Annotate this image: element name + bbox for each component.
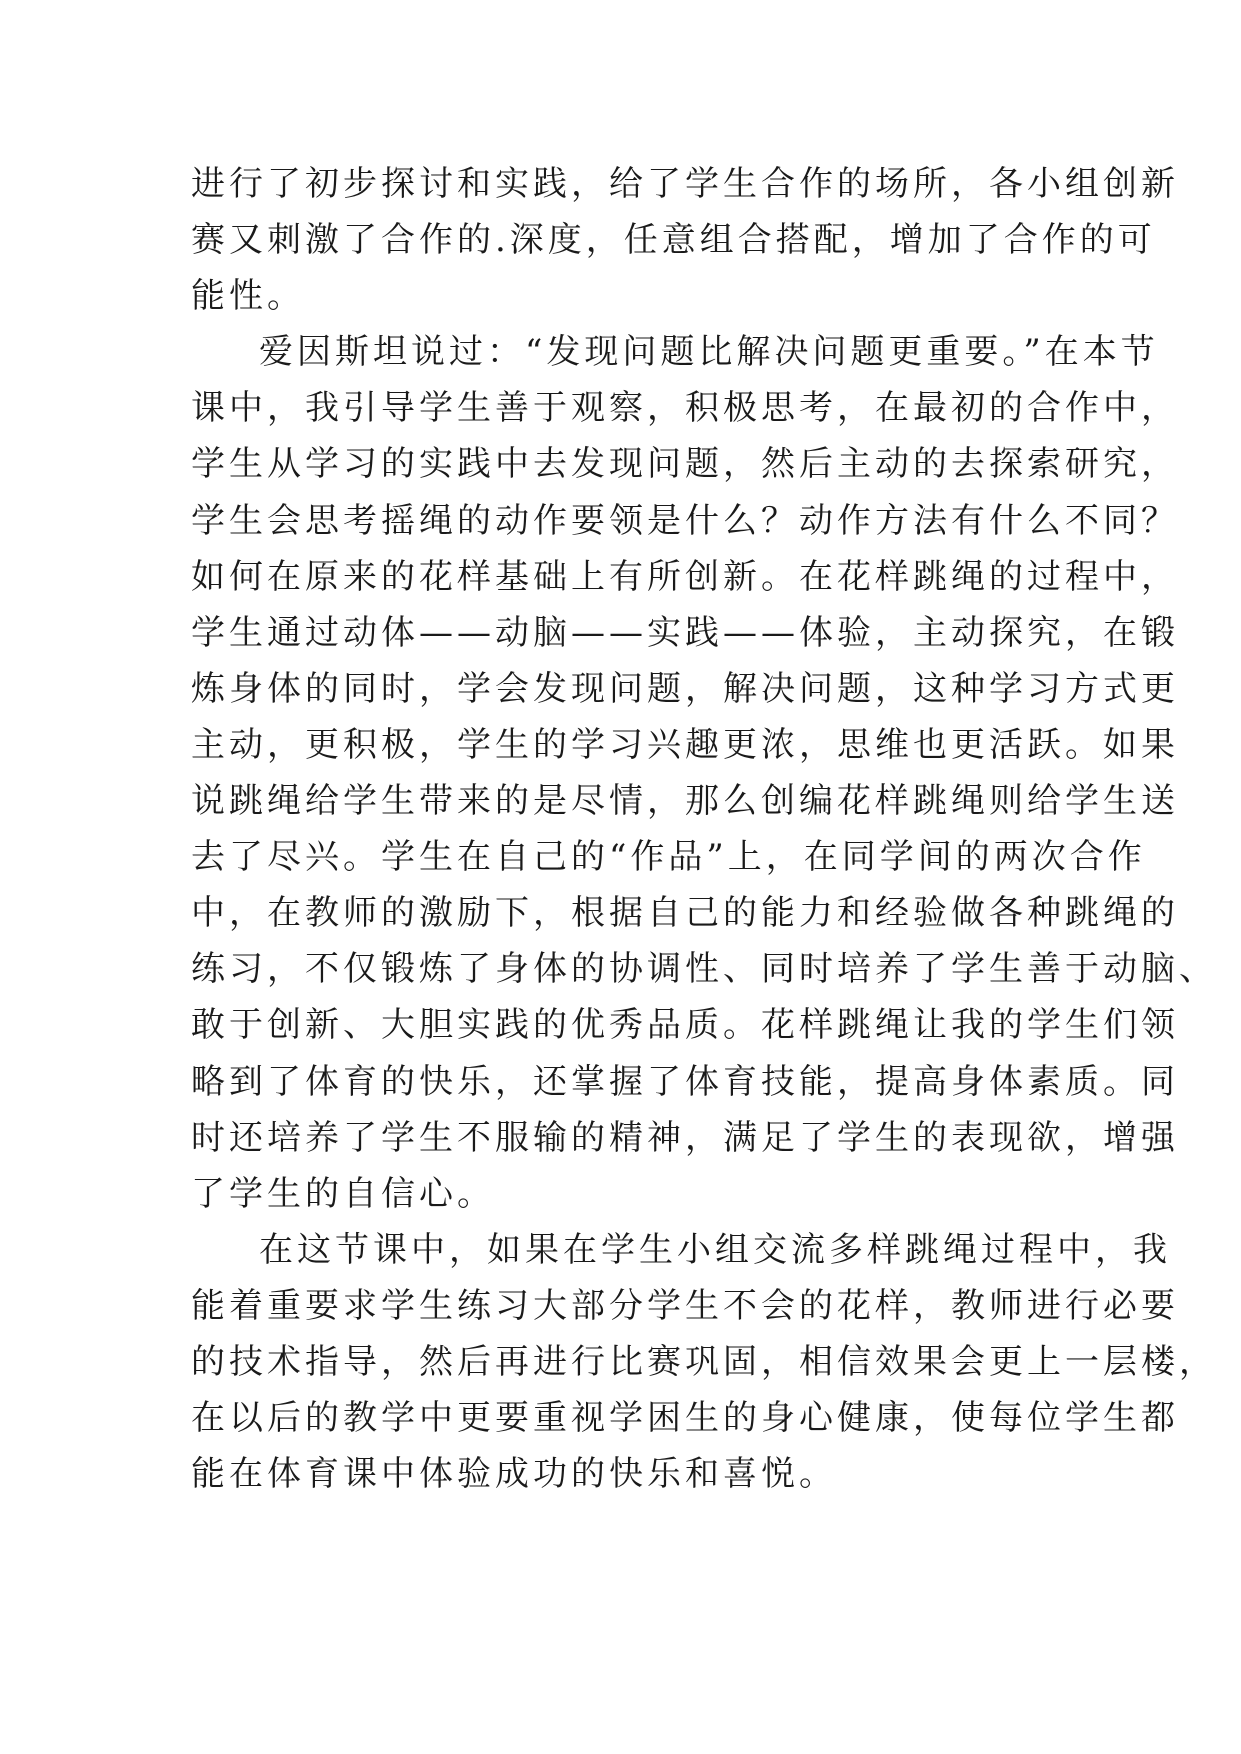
text-line: 学生通过动体——动脑——实践——体验，主动探究，在锻 (191, 612, 1179, 653)
text-line: 略到了体育的快乐，还掌握了体育技能，提高身体素质。同 (191, 1061, 1179, 1102)
text-line: 的技术指导，然后再进行比赛巩固，相信效果会更上一层楼， (191, 1341, 1217, 1382)
text-line: 课中，我引导学生善于观察，积极思考，在最初的合作中， (191, 388, 1179, 429)
text-line: 学生从学习的实践中去发现问题，然后主动的去探索研究， (191, 444, 1179, 485)
text-line: 了学生的自信心。 (191, 1173, 495, 1214)
text-line: 练习，不仅锻炼了身体的协调性、同时培养了学生善于动脑、 (191, 949, 1217, 990)
text-line: 能着重要求学生练习大部分学生不会的花样，教师进行必要 (191, 1285, 1179, 1326)
text-line: 如何在原来的花样基础上有所创新。在花样跳绳的过程中， (191, 556, 1179, 597)
text-line: 爱因斯坦说过：“发现问题比解决问题更重要。”在本节 (259, 332, 1159, 373)
text-line: 炼身体的同时，学会发现问题，解决问题，这种学习方式更 (191, 668, 1179, 709)
text-line: 在这节课中，如果在学生小组交流多样跳绳过程中，我 (259, 1229, 1171, 1270)
text-line: 主动，更积极，学生的学习兴趣更浓，思维也更活跃。如果 (191, 724, 1179, 765)
text-line: 在以后的教学中更要重视学困生的身心健康，使每位学生都 (191, 1398, 1179, 1439)
text-line: 能性。 (191, 276, 305, 317)
text-line: 时还培养了学生不服输的精神，满足了学生的表现欲，增强 (191, 1117, 1179, 1158)
text-line: 能在体育课中体验成功的快乐和喜悦。 (191, 1454, 837, 1495)
text-line: 中，在教师的激励下，根据自己的能力和经验做各种跳绳的 (191, 893, 1179, 934)
text-line: 说跳绳给学生带来的是尽情，那么创编花样跳绳则给学生送 (191, 781, 1179, 822)
text-line: 去了尽兴。学生在自己的“作品”上，在同学间的两次合作 (191, 837, 1146, 878)
text-line: 学生会思考摇绳的动作要领是什么？动作方法有什么不同？ (191, 500, 1179, 541)
text-line: 赛又刺激了合作的.深度，任意组合搭配，增加了合作的可 (191, 220, 1156, 261)
body-text (191, 156, 1217, 1502)
text-line: 敢于创新、大胆实践的优秀品质。花样跳绳让我的学生们领 (191, 1005, 1179, 1046)
text-line: 进行了初步探讨和实践，给了学生合作的场所，各小组创新 (191, 164, 1179, 204)
